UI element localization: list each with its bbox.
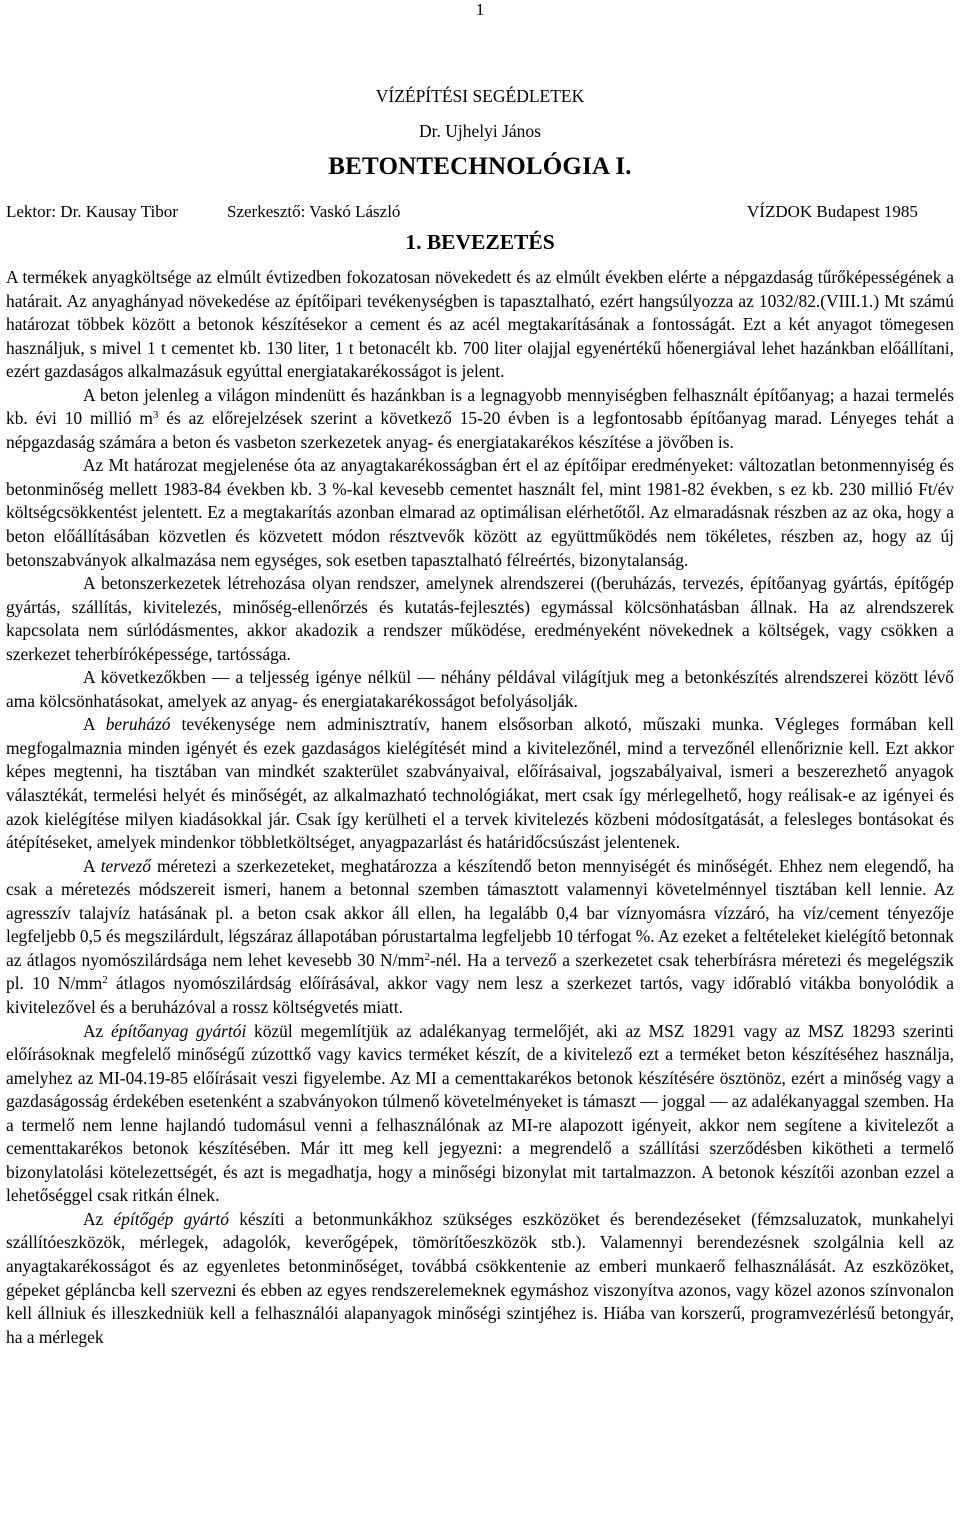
paragraph-machine-makers (6, 1208, 954, 1349)
emphasis-term: építőanyag gyártói (111, 1020, 247, 1041)
lector-credit: Lektor: Dr. Kausay Tibor (6, 202, 178, 221)
paragraph-text: A (83, 855, 101, 876)
section-heading: 1. BEVEZETÉS (405, 230, 555, 254)
paragraph-designer (6, 855, 954, 1020)
book-title: BETONTECHNOLÓGIA I. (328, 153, 632, 180)
paragraph-text: Az Mt határozat megjelenése óta az anyagtakarékosságban ért el az építőipar eredményeket: változatlan betonmennyiség és betonminőség mellett 1983-84 években kb. 3 %-kal kevesebb cementet használt fel, mint 1981-82 években, s ez kb. 230 millió Ft/év költségcsökkentést jelentett. Ez a megtakarítás azonban elmarad az optimálisan elérhetőtől. Az elmaradásnak részben az az oka, hogy a beton előállításában közvetlen és közvetett módon résztvevők között az együttműködés nem tökéletes, részben az, hogy az új betonszabványok alkalmazása nem egységes, sok esetben tapasztalható félreértés, bizonytalanság. (6, 455, 954, 570)
author-name: Dr. Ujhelyi János (418, 121, 541, 141)
paragraph-material-producers (6, 1020, 954, 1208)
paragraph-text: Az (83, 1208, 114, 1229)
paragraph-text: A betonszerkezetek létrehozása olyan rendszer, amelynek alrendszerei ((beruházás, tervezés, építőanyag gyártás, építőgép gyártás, szállítás, kivitelezés, minőség-ellenőrzés és kutatás-fejlesztés) egymással kölcsönhatásban állnak. Ha az alrendszerek kapcsolata nem súrlódásmentes, akkor akadozik a rendszer működése, eredményeként növekednek a költségek, vagy csökken a szerkezet teherbíróképessége, tartóssága. (6, 573, 954, 664)
paragraph-savings (6, 454, 954, 572)
paragraph-intro (6, 266, 954, 384)
paragraph-text: közül megemlítjük az adalékanyag termelőjét, aki az MSZ 18291 vagy az MSZ 18293 szerinti előírásoknak megfelelő minőségű zúzottkő vagy kavics terméket készít, de a kivitelező ezt a terméket beton készítéséhez használja, amelyhez az MI-04.19-85 előírásait veszi figyelembe. Az MI a cementtakarékos betonok készítésére ösztönöz, ezért a minőség vagy a gazdaságosság érdekében esetenként a szabványokon túlmenő követelményeket is támaszt — joggal — az adalékanyaggal szemben. Ha a termelő nem lenne hajlandó tudomásul venni a felhasználónak az MI-re alapozott igényeit, akkor nem segítene a kivitelezőt a cementtakarékos betonok készítésében. Már itt meg kell jegyezni: a megrendelő a szállítási szerződésben kikötheti a termelő bizonylatolási kötelezettségét, és azt is megadhatja, hogy a minőségi bizonylat mit tartalmazzon. A betonok készítői azonban ezzel a lehetőséggel csak ritkán élnek. (6, 1020, 954, 1206)
paragraph-text: és az előrejelzések szerint a következő 15-20 évben is a legfontosabb építőanyag marad. Lényeges tehát a népgazdaság számára a beton és vasbeton szerkezetek anyag- és energiatakarékos készítése a jövőben is. (6, 408, 954, 452)
superscript: 3 (152, 409, 159, 422)
paragraph-text: A (83, 714, 106, 735)
emphasis-term: építőgép gyártó (113, 1208, 230, 1229)
paragraph-text: Az (83, 1020, 112, 1041)
editor-credit: Szerkesztő: Vaskó László (227, 202, 401, 221)
publisher-info: VÍZDOK Budapest 1985 (747, 202, 918, 221)
paragraph-text: méretezi a szerkezeteket, meghatározza a készítendő beton mennyiségét és minőségét. Ehhez nem elegendő, ha csak a méretezés módszereit ismeri, hanem a betonnal szemben támasztott valamennyi követelménnyel tisztában kell lennie. Az agresszív talajvíz hatásának pl. a beton csak akkor áll ellen, ha legalább 0,4 bar víznyomásra vízzáró, ha víz/cement tényezője legfeljebb 0,5 és megszilárdult, légszáraz állapotában pórustartalma legfeljebb 10 térfogat %. Az ezeket a feltételeket kielégítő betonnak az átlagos nyomószilárdsága nem lehet kevesebb 30 N/mm (6, 855, 955, 970)
paragraph-subsystems (6, 572, 954, 666)
paragraph-text: tevékenysége nem adminisztratív, hanem elsősorban alkotó, műszaki munka. Végleges formában kell megfogalmaznia minden igényét és ezek gazdaságos kielégítését mind a kivitelezőnél, mind a tervezőnél ellenőriznie kell. Ezt akkor képes megtenni, ha tisztában van mindkét szakterület szabványaival, előírásaival, jogszabályaival, ismeri a beszerezhető anyagok választékát, termelési helyét és minőségét, az alkalmazható technológiákat, mert csak így mérlegelhető, hogy reálisak-e az igényei és azok kielégítése milyen kiadásokkal jár. Csak így kerülheti el a tervek kivitelezés közbeni módosítgatását, a felesleges bontásokat és átépítéseket, amelyek mindenkor többletköltséget, anyagpazarlást és határidőcsúszást jelentenek. (6, 714, 954, 853)
paragraph-examples (6, 666, 954, 713)
paragraph-text: A beton jelenleg a világon mindenütt és hazánkban is a legnagyobb mennyiségben felhasznált építőanyag; a hazai termelés kb. évi 10 millió m (6, 384, 954, 429)
emphasis-term: tervező (100, 855, 151, 876)
superscript: 2 (424, 950, 431, 963)
emphasis-term: beruházó (105, 714, 171, 735)
paragraph-text: készíti a betonmunkákhoz szükséges eszközöket és berendezéseket (fémzsaluzatok, munkahelyi szállítóeszközök, mérlegek, adagolók, keverőgépek, tömörítőeszközök stb.). Valamennyi berendezésnek szolgálnia kell az anyagtakarékosságot és az egyenletes betonminőséget, továbbá csökkentenie az emberi munkaerő felhasználását. Az eszközöket, gépeket gépláncba kell szervezni és ebben az egyes rendszerelemeknek egymáshoz viszonyítva azonos, vagy közel azonos színvonalon kell állniuk és illeszkedniük kell a felhasználói alapanyagok minőségi szintjéhez is. Hiába van korszerű, programvezérlésű betongyár, ha a mérlegek (6, 1208, 954, 1347)
paragraph-investor (6, 713, 954, 854)
paragraph-concrete-usage (6, 384, 954, 455)
body-text (6, 266, 954, 1349)
paragraph-text: -nél. Ha a tervező a szerkezetet csak teherbírásra méretezi és megelégszik pl. 10 N/mm (6, 949, 954, 994)
paragraph-text: A termékek anyagköltsége az elmúlt évtizedben fokozatosan növekedett és az elmúlt években elérte a népgazdaság tűrőképességének a határait. Az anyaghányad növekedése az építőipari tevékenységben is tapasztalható, ezért hangsúlyozza az 1032/82.(VIII.1.) Mt számú határozat többek között a betonok készítésekor a cement és az acél megtakarításának a fontosságát. Ezt a két anyagot tömegesen használjuk, s mivel 1 t cementet kb. 130 liter, 1 t betonacélt kb. 700 liter olajjal egyenértékű hőenergiával lehet hazánkban előállítani, ezért gazdaságos alkalmazásuk egyúttal energiatakarékosságot is jelent. (6, 267, 954, 382)
superscript: 2 (102, 974, 108, 987)
paragraph-text: átlagos nyomószilárdság előírásával, akkor vagy nem lesz a szerkezet tartós, vagy időrabló vitákba bonyolódik a kivitelezővel és a beruházóval a rossz költségvetés miatt. (6, 973, 955, 1017)
page-number: 1 (475, 0, 485, 19)
paragraph-text: A következőkben — a teljesség igénye nélkül — néhány példával világítjuk meg a betonkészítés alrendszerei között lévő ama kölcsönhatásokat, amelyek az anyag- és energiatakarékosságot befolyásolják. (6, 667, 954, 711)
series-title: VÍZÉPÍTÉSI SEGÉDLETEK (375, 86, 585, 106)
